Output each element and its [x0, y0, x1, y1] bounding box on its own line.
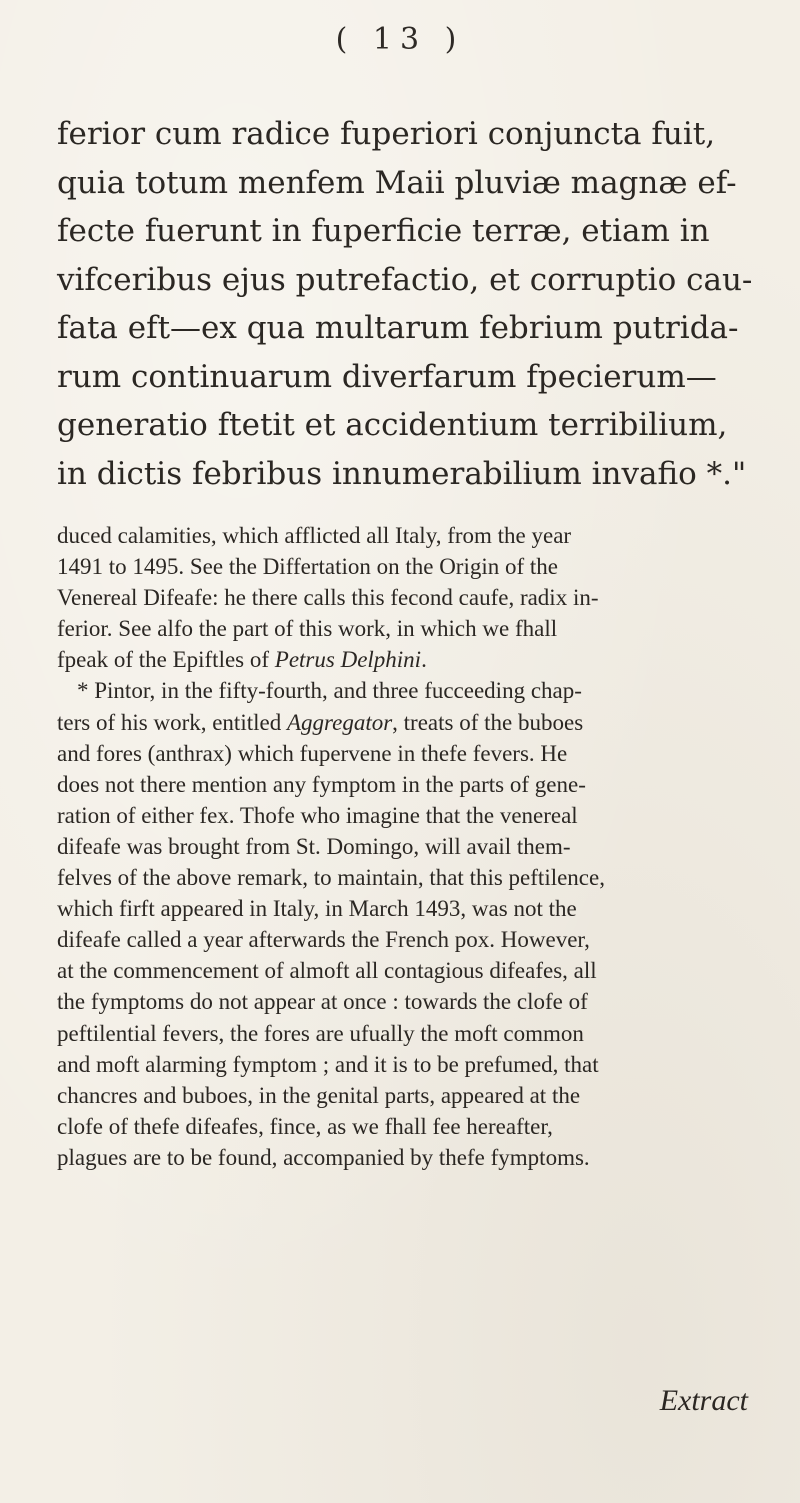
footnote-line: difeafe called a year afterwards the French pox. However, [57, 927, 590, 953]
footnote-line: chancres and buboes, in the genital parts, appeared at the [57, 1082, 581, 1108]
footnote-line: Venereal Difeafe: he there calls this fecond caufe, radix in- [57, 585, 599, 611]
footnote-line: duced calamities, which afflicted all Italy, from the year [57, 523, 572, 548]
footnotes [57, 520, 762, 1173]
footnote-line: felves of the above remark, to maintain, that this peftilence, [57, 865, 605, 891]
catchword: Extract [659, 1384, 748, 1417]
latin-quotation [57, 110, 757, 498]
latin-line: fata eft—ex qua multarum febrium putrida- [57, 310, 739, 346]
footnote-line: difeafe was brought from St. Domingo, will avail them- [57, 833, 571, 859]
footnote-line: does not there mention any fymptom in the parts of gene- [57, 771, 586, 797]
footnote-line: which firft appeared in Italy, in March 1493, was not the [57, 896, 577, 922]
footnote-line: the fymptoms do not appear at once : towards the clofe of [57, 989, 588, 1015]
latin-line: rum continuarum diverfarum fpecierum— [57, 358, 717, 395]
footnote-line [57, 644, 762, 675]
latin-line: in dictis febribus innumerabilium invafio *." [57, 455, 747, 492]
footnote-text: ters of his work, entitled [57, 709, 287, 735]
footnote-italic-text: Aggregator [286, 709, 393, 735]
latin-line: fecte fuerunt in fuperficie terræ, etiam in [57, 213, 710, 249]
footnote-line-marked: * Pintor, in the fifty-fourth, and three fucceeding chap- [77, 678, 582, 704]
footnote-line: at the commencement of almoft all contagious difeafes, all [57, 958, 597, 984]
footnote-line: ferior. See alfo the part of this work, in which we fhall [57, 616, 558, 642]
latin-line: vifceribus ejus putrefactio, et corruptio cau- [57, 261, 753, 298]
footnote-line [57, 707, 762, 738]
latin-line: quia totum menfem Maii pluviæ magnæ ef- [57, 164, 737, 201]
footnote-line: 1491 to 1495. See the Differtation on the Origin of the [57, 554, 559, 580]
latin-line: ferior cum radice fuperiori conjuncta fuit, [57, 116, 716, 152]
footnote-line: and fores (anthrax) which fupervene in thefe fevers. He [57, 740, 568, 766]
latin-line: generatio ftetit et accidentium terribilium, [57, 407, 728, 443]
footnote-text: fpeak of the Epiftles of [57, 647, 275, 673]
footnote-text: , treats of the buboes [392, 709, 584, 735]
footnote-text: . [421, 647, 427, 673]
footnote-italic-text: Petrus Delphini [274, 647, 422, 673]
footnote-line: plagues are to be found, accompanied by thefe fymptoms. [57, 1144, 590, 1170]
footnote-line: peftilential fevers, the fores are ufually the moft common [57, 1020, 584, 1046]
footnote-line: ration of either fex. Thofe who imagine that the venereal [57, 802, 578, 828]
page-number: ( 13 ) [335, 22, 465, 57]
footnote-line: and moft alarming fymptom ; and it is to be prefumed, that [57, 1051, 599, 1077]
footnote-line: clofe of thefe difeafes, fince, as we fhall fee hereafter, [57, 1113, 553, 1139]
